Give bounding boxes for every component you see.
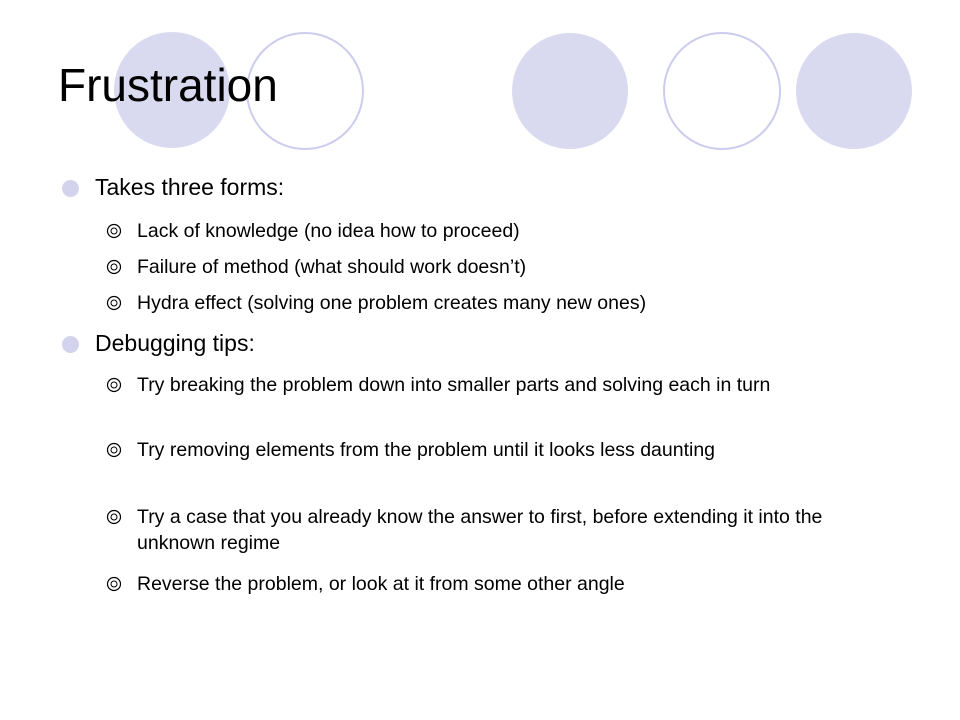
- slide-title: Frustration: [58, 59, 278, 111]
- target-circle-bullet-icon: [106, 576, 122, 592]
- list-item: Hydra effect (solving one problem creates many new ones): [137, 292, 647, 314]
- list-item: Lack of knowledge (no idea how to proceed): [137, 220, 520, 242]
- list-item: Reverse the problem, or look at it from some other angle: [137, 573, 625, 595]
- target-circle-bullet-icon: [106, 442, 122, 458]
- filled-circle-bullet-icon: [62, 336, 79, 353]
- list-item: Try breaking the problem down into smaller parts and solving each in turn: [137, 374, 771, 396]
- target-circle-bullet-icon: [106, 223, 122, 239]
- list-item: Try removing elements from the problem until it looks less daunting: [137, 439, 716, 461]
- section-heading: Takes three forms:: [95, 174, 285, 200]
- section-heading: Debugging tips:: [95, 330, 255, 356]
- target-circle-bullet-icon: [106, 295, 122, 311]
- target-circle-bullet-icon: [106, 509, 122, 525]
- filled-circle-bullet-icon: [62, 180, 79, 197]
- target-circle-bullet-icon: [106, 377, 122, 393]
- list-item: Failure of method (what should work doesn’t): [137, 256, 527, 278]
- list-item: Try a case that you already know the answer to first, before extending it into the unknown regime: [137, 506, 823, 554]
- target-circle-bullet-icon: [106, 259, 122, 275]
